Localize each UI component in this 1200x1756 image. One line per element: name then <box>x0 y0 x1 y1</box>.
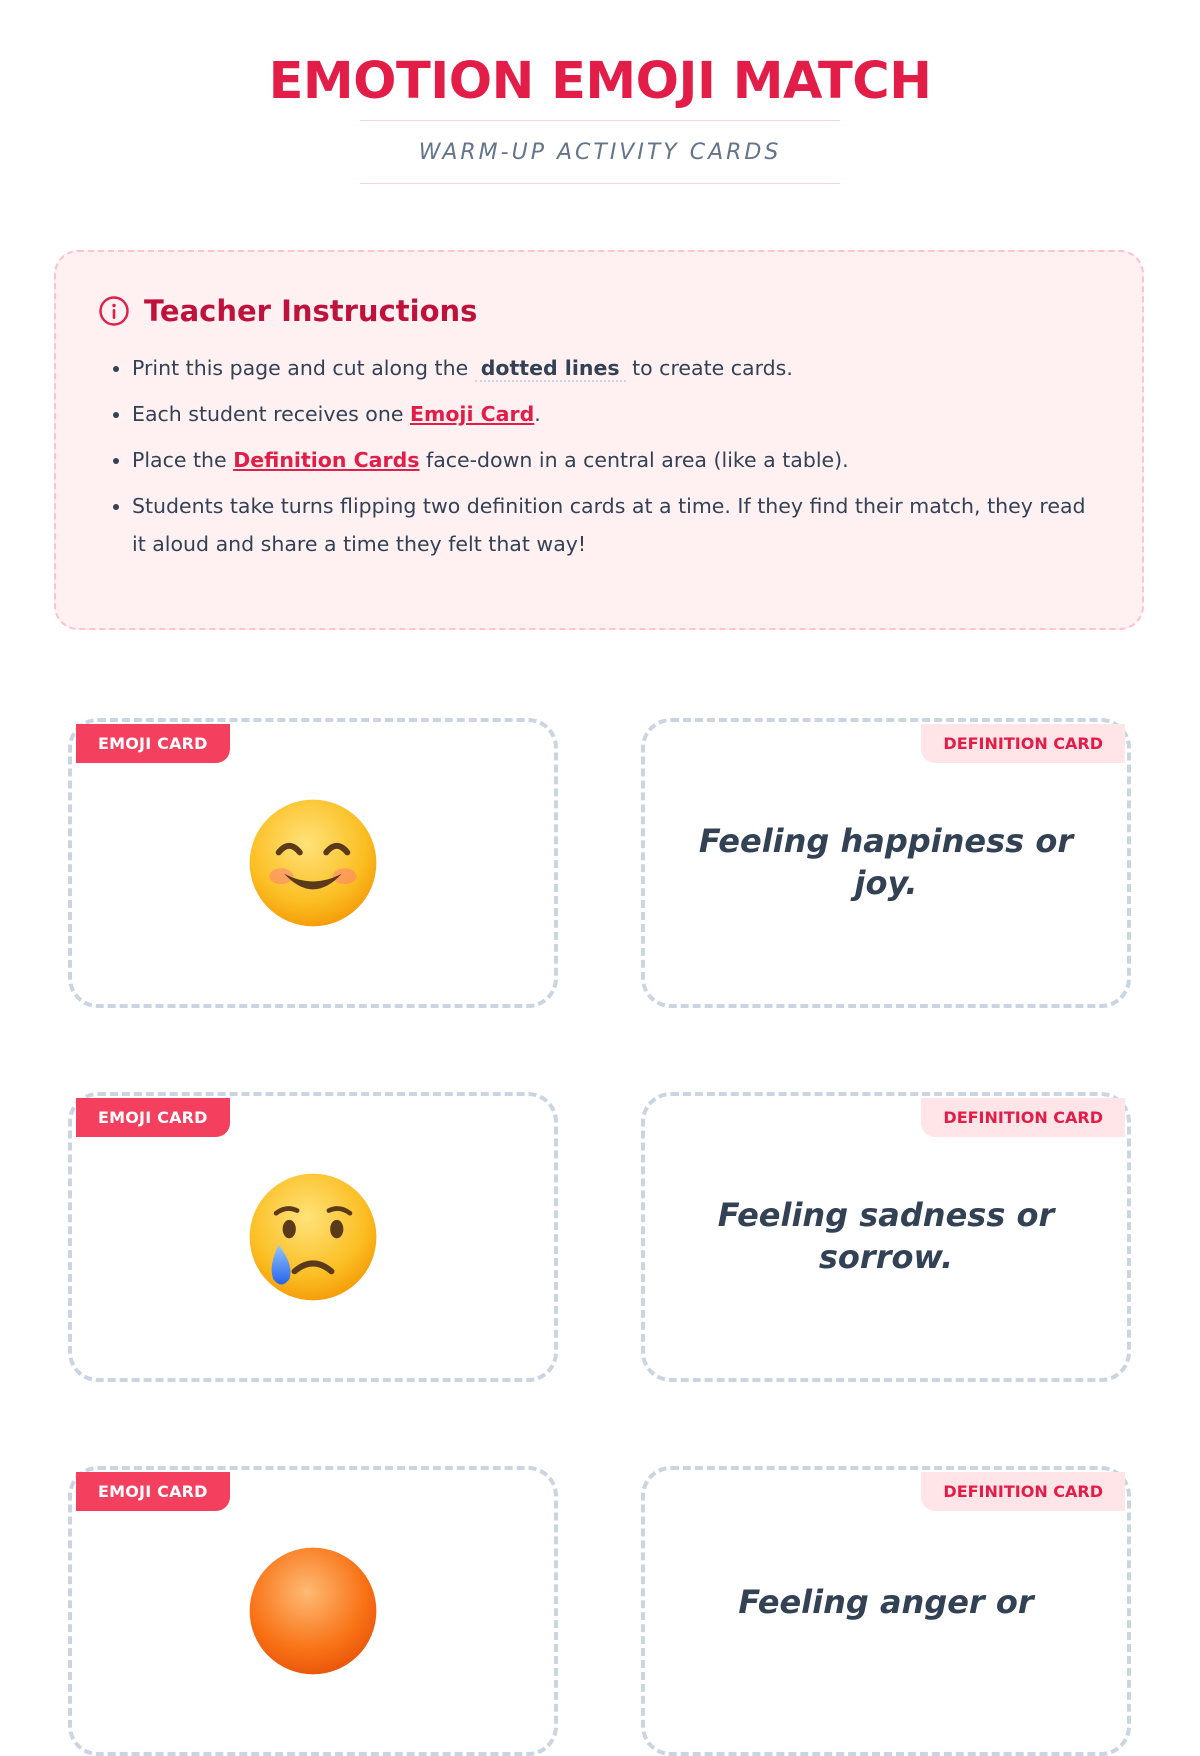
crying-face-icon <box>247 1171 379 1303</box>
page-subtitle: WARM-UP ACTIVITY CARDS <box>418 139 782 165</box>
instruction-text: Each student receives one <box>132 401 404 426</box>
dotted-lines-term: dotted lines <box>475 356 626 382</box>
instruction-item <box>132 488 1100 564</box>
instruction-text: . <box>534 401 541 426</box>
emoji-card-badge: EMOJI CARD <box>76 1098 230 1137</box>
instruction-text: Students take turns flipping two definition cards at a time. If they find their match, they read it aloud and share a time they felt that way! <box>132 493 1086 556</box>
definition-card-badge: DEFINITION CARD <box>921 724 1125 763</box>
teacher-instructions-box <box>54 250 1144 630</box>
definition-text: Feeling happiness or joy. <box>698 822 1074 902</box>
definition-card <box>641 1092 1131 1382</box>
instruction-text: Place the <box>132 447 227 472</box>
smiling-face-icon <box>247 797 379 929</box>
instruction-item <box>132 350 1100 388</box>
definition-cards-link[interactable]: Definition Cards <box>233 447 420 472</box>
instructions-list <box>98 350 1100 564</box>
angry-face-icon <box>247 1545 379 1677</box>
instruction-item <box>132 442 1100 480</box>
instruction-text: Print this page and cut along the <box>132 356 469 380</box>
definition-card <box>641 1466 1131 1756</box>
instructions-header <box>98 294 1100 328</box>
instruction-text: to create cards. <box>632 356 793 380</box>
instruction-item <box>132 396 1100 434</box>
definition-card-badge: DEFINITION CARD <box>921 1098 1125 1137</box>
definition-card-badge: DEFINITION CARD <box>921 1472 1125 1511</box>
emoji-card-badge: EMOJI CARD <box>76 1472 230 1511</box>
emoji-card-link[interactable]: Emoji Card <box>409 401 535 426</box>
instruction-text: face-down in a central area (like a table). <box>425 447 849 472</box>
info-icon <box>98 295 130 327</box>
definition-text: Feeling anger or <box>738 1583 1034 1621</box>
emoji-card <box>68 1092 558 1382</box>
instructions-title: Teacher Instructions <box>144 294 478 328</box>
definition-card <box>641 718 1131 1008</box>
subtitle-band <box>360 120 840 184</box>
page-title: EMOTION EMOJI MATCH <box>268 52 932 111</box>
definition-text: Feeling sadness or sorrow. <box>717 1196 1055 1276</box>
emoji-card <box>68 1466 558 1756</box>
emoji-card <box>68 718 558 1008</box>
emoji-card-badge: EMOJI CARD <box>76 724 230 763</box>
